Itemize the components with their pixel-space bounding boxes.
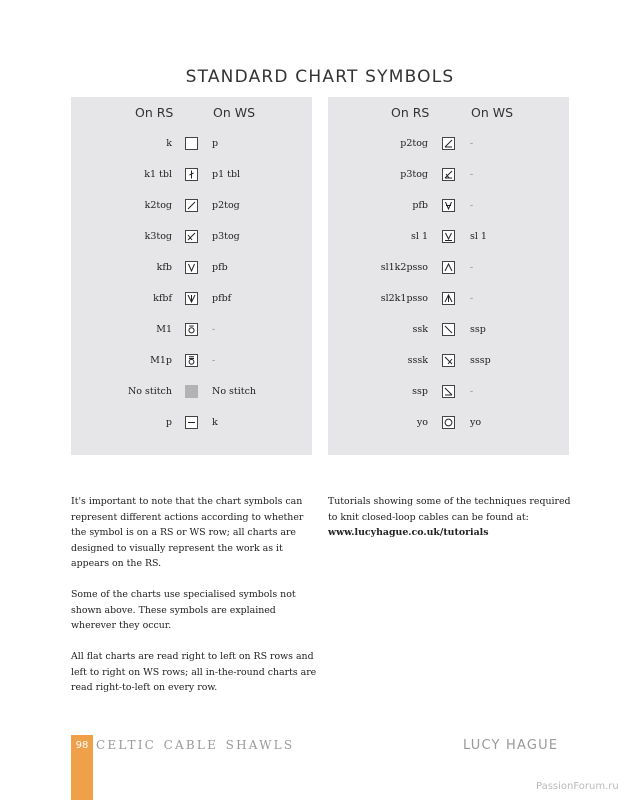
left-symbol-table [71, 97, 312, 455]
rs-label: sl1k2psso [380, 262, 428, 273]
symbol-row [71, 323, 312, 339]
rs-label: M1 [156, 324, 172, 335]
ws-label: - [470, 138, 474, 149]
ws-label: k [212, 417, 218, 428]
symbol-row [328, 323, 569, 339]
rs-label: No stitch [127, 386, 172, 397]
rs-label: yo [416, 417, 428, 428]
body-paragraph: All flat charts are read right to left on RS rows and left to right on WS rows; all in-the-round charts are read right-to-left on every row. [71, 651, 317, 693]
ws-label: yo [470, 417, 482, 428]
p2tog-icon [442, 137, 455, 150]
symbol-row [328, 230, 569, 246]
body-column-right [328, 494, 573, 541]
symbol-row [328, 199, 569, 215]
symbol-row [328, 137, 569, 153]
rs-label: k3tog [144, 231, 172, 242]
right-symbol-table [328, 97, 569, 455]
symbol-row [328, 416, 569, 432]
empty-square-icon [185, 137, 198, 150]
ws-label: p1 tbl [212, 169, 241, 180]
v-increase-icon [185, 261, 198, 274]
body-column-left [71, 494, 321, 711]
rs-label: p [165, 417, 172, 428]
p3tog-icon [442, 168, 455, 181]
symbol-row [328, 354, 569, 370]
symbol-row [328, 385, 569, 401]
right-slant-icon [185, 199, 198, 212]
ws-label: sl 1 [470, 231, 487, 242]
rs-label: kfbf [153, 293, 172, 304]
rs-label: sl 1 [411, 231, 428, 242]
twisted-stitch-icon [185, 168, 198, 181]
rs-label: k1 tbl [144, 169, 172, 180]
rs-label: sl2k1psso [380, 293, 428, 304]
rs-label: kfb [156, 262, 172, 273]
ws-label: ssp [470, 324, 486, 335]
grey-square-icon [185, 385, 198, 398]
ws-label: p [212, 138, 219, 149]
ws-label: - [212, 324, 216, 335]
ws-label: pfbf [212, 293, 232, 304]
make-one-icon [185, 323, 198, 336]
ws-label: - [470, 262, 474, 273]
body-paragraph: Tutorials showing some of the techniques required to knit closed-loop cables can be found at: [328, 496, 571, 523]
rs-label: p3tog [400, 169, 428, 180]
ws-label: p3tog [212, 231, 240, 242]
symbol-row [71, 385, 312, 401]
left-header-rs: On RS [135, 105, 174, 120]
v-increase-triple-icon [185, 292, 198, 305]
page-title: STANDARD CHART SYMBOLS [185, 67, 455, 87]
pfb-icon [442, 199, 455, 212]
rs-label: sssk [407, 355, 428, 366]
symbol-row [328, 168, 569, 184]
make-one-purl-icon [185, 354, 198, 367]
symbol-row [71, 261, 312, 277]
rs-label: ssp [412, 386, 428, 397]
yarn-over-icon [442, 416, 455, 429]
left-slant-icon [442, 323, 455, 336]
ws-label: - [470, 293, 474, 304]
ws-label: - [212, 355, 216, 366]
rs-label: pfb [412, 200, 428, 211]
ws-label: p2tog [212, 200, 240, 211]
tutorials-link[interactable]: www.lucyhague.co.uk/tutorials [328, 527, 489, 538]
body-paragraph: Some of the charts use specialised symbols not shown above. These symbols are explained wherever they occur. [71, 589, 296, 631]
rs-label: M1p [150, 355, 172, 366]
ws-label: pfb [212, 262, 228, 273]
symbol-row [71, 199, 312, 215]
watermark: PassionForum.ru [536, 781, 619, 792]
ws-label: No stitch [212, 386, 257, 397]
right-header-ws: On WS [471, 105, 514, 120]
right-slant-double-icon [185, 230, 198, 243]
rs-label: k [166, 138, 172, 149]
ws-label: sssp [470, 355, 491, 366]
sl1k2psso-icon [442, 261, 455, 274]
symbol-row [328, 292, 569, 308]
left-slant-double-icon [442, 354, 455, 367]
rs-label: p2tog [400, 138, 428, 149]
symbol-row [71, 230, 312, 246]
ws-label: - [470, 200, 474, 211]
right-header-rs: On RS [391, 105, 430, 120]
symbol-row [328, 261, 569, 277]
symbol-row [71, 137, 312, 153]
ws-label: - [470, 169, 474, 180]
symbol-row [71, 416, 312, 432]
body-paragraph: It's important to note that the chart symbols can represent different actions according to whether the symbol is on a RS or WS row; all charts are designed to visually represent the work as it appears on the RS. [71, 496, 304, 569]
rs-label: ssk [412, 324, 428, 335]
rs-label: k2tog [144, 200, 172, 211]
symbol-row [71, 354, 312, 370]
symbol-row [71, 292, 312, 308]
ws-label: - [470, 386, 474, 397]
page-number: 98 [75, 740, 89, 751]
purl-dash-icon [185, 416, 198, 429]
slip-icon [442, 230, 455, 243]
ssp-icon [442, 385, 455, 398]
author-name: LUCY HAGUE [463, 738, 559, 753]
symbol-row [71, 168, 312, 184]
book-title: celtic cable shawls [96, 734, 295, 754]
left-header-ws: On WS [213, 105, 256, 120]
sl2k1psso-icon [442, 292, 455, 305]
